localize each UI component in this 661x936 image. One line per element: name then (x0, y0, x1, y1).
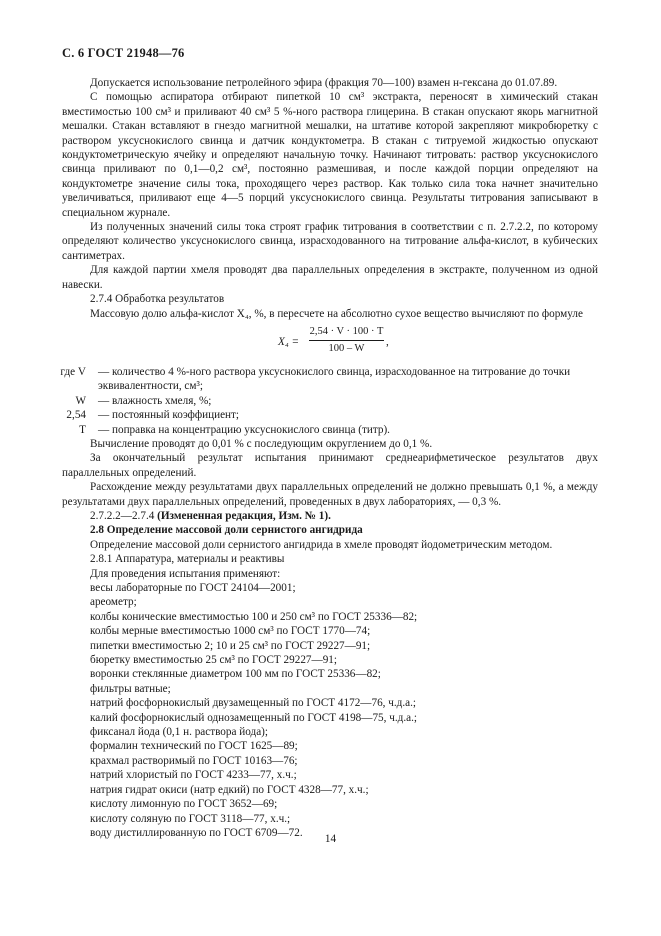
legend-value: — влажность хмеля, %; (98, 394, 212, 407)
variable-legend (0, 365, 598, 437)
paragraph: С помощью аспиратора отбирают пипеткой 10 см³ экстракта, переносят в химический стакан вместимостью 100 см³ и приливают 40 см³ 5 %-ного раствора глицерина. В стакан опускают якорь магнитной мешалки. Стакан вставляют в гнездо магнитной мешалки, на штативе которой закрепляют микробюретку с раствором уксуснокислого свинца и датчик кондуктометра. В стакан с титруемой жидкостью опускают кондуктометрическую ячейку и определяют начальную точку. Начинают титровать: раствор уксуснокислого свинца приливают по 0,1—0,2 см³, постоянно размешивая, и после каждой порции определяют на кондуктометре значение силы тока, проходящего через раствор. Как только сила тока начнет значительно увеличиваться, приливают еще 4—5 порций уксуснокислого свинца. Результаты титрования записывают в специальном журнале. (62, 91, 598, 219)
list-item: колбы мерные вместимостью 1000 см³ по ГОСТ 1770—74; (90, 625, 371, 638)
list-item: ареометр; (90, 596, 137, 609)
list-item: натрий хлористый по ГОСТ 4233—77, х.ч.; (90, 769, 297, 782)
list-item: крахмал растворимый по ГОСТ 10163—76; (90, 754, 298, 767)
list-item: колбы конические вместимостью 100 и 250 см³ по ГОСТ 25336—82; (90, 610, 418, 623)
list-item: формалин технический по ГОСТ 1625—89; (90, 740, 298, 753)
edition-note-bold: (Измененная редакция, Изм. № 1). (157, 509, 331, 522)
formula-numerator: 2,54 · V · 100 · T (309, 325, 384, 341)
legend-key: W (75, 394, 86, 407)
legend-value: — поправка на концентрацию уксуснокислого свинца (титр). (98, 423, 390, 436)
list-item: пипетки вместимостью 2; 10 и 25 см³ по ГОСТ 29227—91; (90, 639, 371, 652)
section-heading: 2.8 Определение массовой доли сернистого ангидрида (90, 524, 363, 537)
list-item: фильтры ватные; (90, 682, 171, 695)
paragraph: Расхождение между результатами двух параллельных определений не должно превышать 0,1 %, а между результатами двух параллельных определений, проведенных в двух лабораториях, — 0,3 %. (62, 481, 598, 508)
edition-range: 2.7.2.2—2.7.4 (90, 509, 155, 522)
page-number: 14 (324, 833, 337, 845)
paragraph: Допускается использование петролейного эфира (фракция 70—100) взамен н-гексана до 01.07.89. (90, 77, 558, 89)
formula-fraction (309, 325, 384, 357)
list-item: бюретку вместимостью 25 см³ по ГОСТ 29227—91; (90, 654, 337, 667)
list-item: воронки стеклянные диаметром 100 мм по ГОСТ 25336—82; (90, 668, 381, 681)
list-item: калий фосфорнокислый однозамещенный по ГОСТ 4198—75, ч.д.а.; (90, 711, 418, 724)
list-item: весы лабораторные по ГОСТ 24104—2001; (90, 582, 296, 594)
paragraph: Вычисление проводят до 0,01 % с последующим округлением до 0,1 %. (90, 437, 433, 450)
list-item: натрия гидрат окиси (натр едкий) по ГОСТ 4328—77, х.ч.; (90, 783, 369, 796)
list-item: воду дистиллированную по ГОСТ 6709—72. (90, 826, 303, 839)
legend-row (0, 365, 598, 394)
section-heading: 2.8.1 Аппаратура, материалы и реактивы (90, 553, 285, 566)
legend-value: — количество 4 %-ного раствора уксуснокислого свинца, израсходованное на титрование до точки эквивалентности, см³; (98, 365, 571, 393)
list-item: фиксанал йода (0,1 н. раствора йода); (90, 726, 269, 739)
legend-key: где V (60, 365, 86, 378)
paragraph: За окончательный результат испытания принимают среднеарифметическое результатов двух параллельных определений. (62, 452, 598, 479)
formula-lhs: X₄ = (278, 335, 300, 348)
paragraph: Для каждой партии хмеля проводят два параллельных определения в экстракте, полученном из одной навески. (62, 264, 598, 291)
equipment-list (62, 581, 598, 840)
paragraph: Массовую долю альфа-кислот X₄, %, в пересчете на абсолютно сухое вещество вычисляют по формуле (90, 307, 583, 320)
legend-key: 2,54 (66, 409, 86, 422)
legend-row (0, 423, 598, 437)
formula-comma: , (386, 335, 389, 348)
page-header: С. 6 ГОСТ 21948—76 (62, 46, 185, 60)
legend-value: — постоянный коэффициент; (98, 409, 240, 422)
list-item: натрий фосфорнокислый двузамещенный по ГОСТ 4172—76, ч.д.а.; (90, 697, 417, 710)
list-item: кислоту лимонную по ГОСТ 3652—69; (90, 798, 278, 811)
list-intro: Для проведения испытания применяют: (90, 567, 281, 580)
list-item: кислоту соляную по ГОСТ 3118—77, х.ч.; (90, 812, 291, 825)
paragraph: Определение массовой доли сернистого ангидрида в хмеле проводят йодометрическим методом. (90, 538, 553, 551)
legend-key: T (79, 423, 86, 436)
edition-note (62, 509, 598, 523)
legend-row (0, 394, 598, 408)
legend-row (0, 408, 598, 422)
formula-denominator: 100 – W (328, 343, 365, 355)
document-body (62, 76, 598, 840)
formula (62, 323, 598, 363)
section-heading: 2.7.4 Обработка результатов (90, 293, 225, 306)
paragraph: Из полученных значений силы тока строят график титрования в соответствии с п. 2.7.2.2, по которому определяют количество уксуснокислого свинца, израсходованного на титрование альфа-кислот, в кубических сантиметрах. (62, 221, 598, 262)
